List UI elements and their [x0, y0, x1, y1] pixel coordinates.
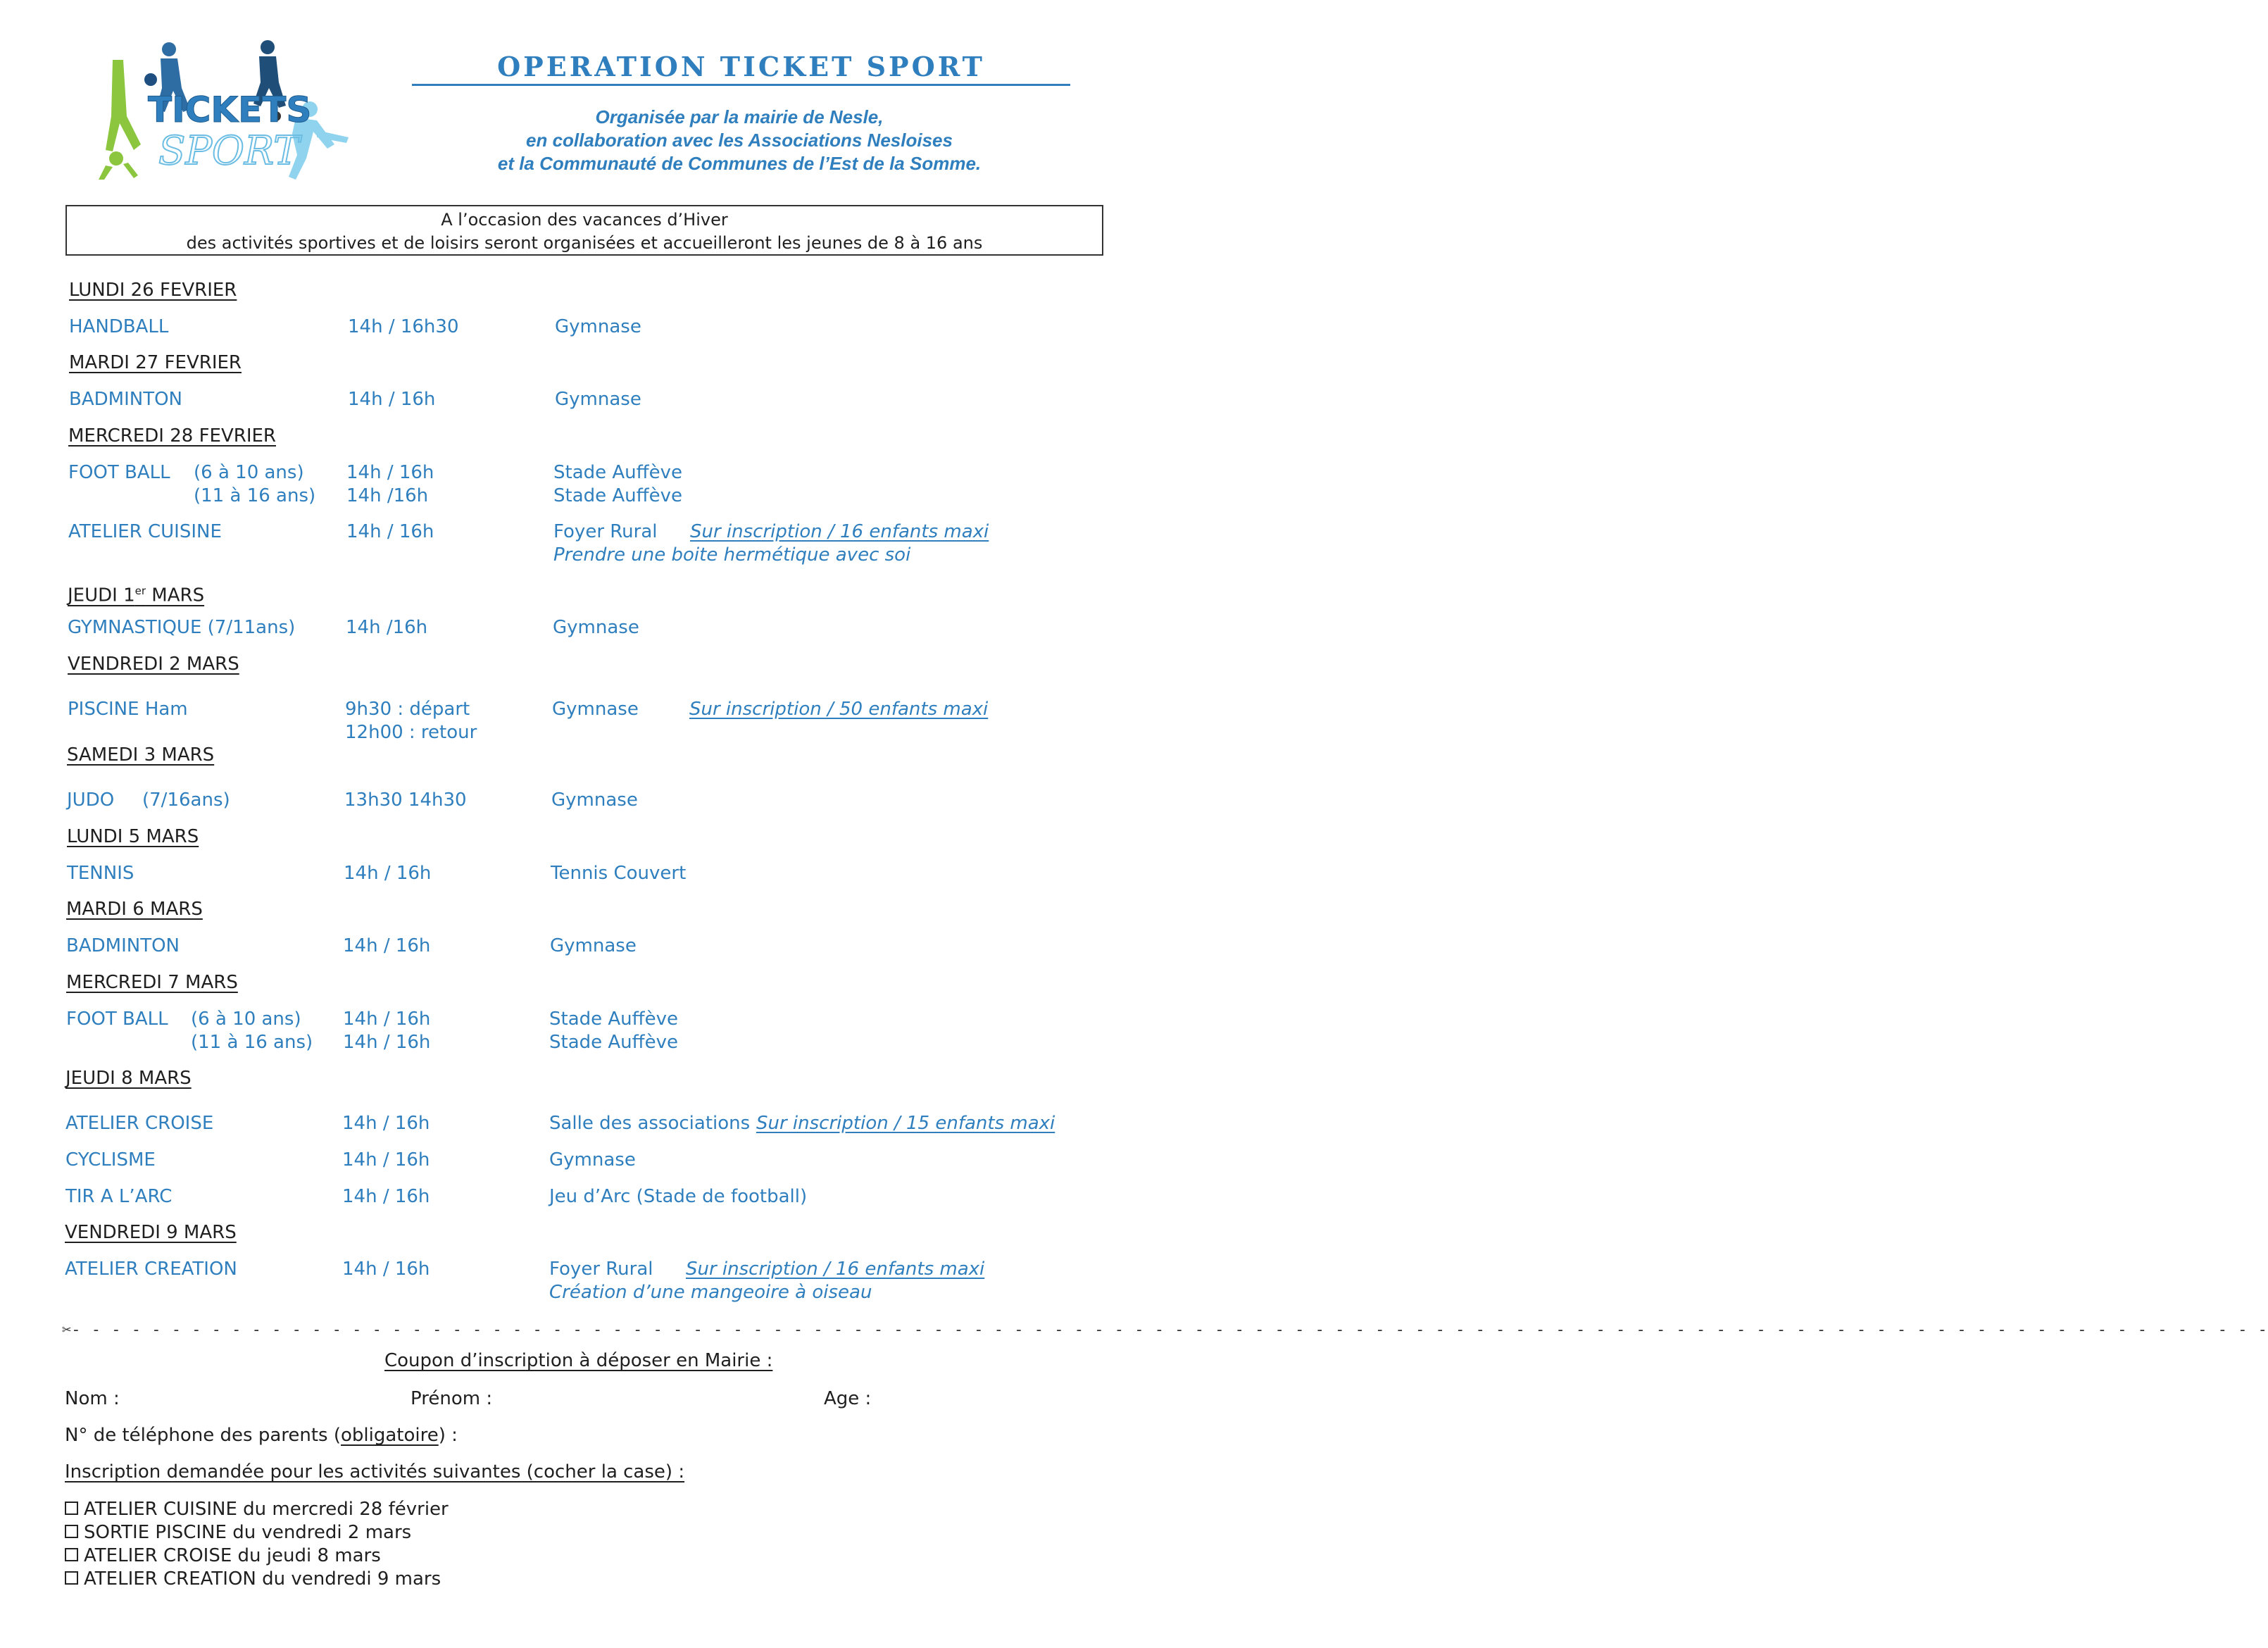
activity-note: Prendre une boite hermétique avec soi — [553, 544, 911, 566]
activity-place: Jeu d’Arc (Stade de football) — [549, 1186, 808, 1207]
activity-time: 13h30 14h30 — [344, 789, 467, 811]
activity-time: 14h / 16h — [343, 1032, 431, 1053]
activity-place: Tennis Couvert — [551, 863, 687, 884]
day-heading: SAMEDI 3 MARS — [67, 744, 215, 766]
age-label: Age : — [824, 1388, 872, 1409]
inscription-note: Sur inscription / 16 enfants maxi — [690, 521, 989, 542]
intro-box — [65, 205, 1103, 256]
day-heading-month: MARS — [146, 585, 205, 606]
scissors-icon: ✂ — [62, 1321, 72, 1339]
activity-name: GYMNASTIQUE (7/11ans) — [68, 617, 296, 638]
inscription-note: Sur inscription / 15 enfants maxi — [756, 1113, 1055, 1134]
day-heading-text: JEUDI 1 — [68, 585, 135, 606]
activity-place: Gymnase — [551, 789, 638, 811]
phone-label — [65, 1424, 458, 1447]
checkbox[interactable] — [65, 1502, 78, 1515]
ordinal-suffix: er — [134, 585, 146, 597]
activity-name: CYCLISME — [65, 1149, 156, 1171]
checkbox[interactable] — [65, 1548, 78, 1561]
activity-time: 12h00 : retour — [345, 722, 477, 743]
activity-name: ATELIER CUISINE — [68, 521, 222, 542]
option-row[interactable] — [65, 1568, 441, 1591]
checkbox[interactable] — [65, 1525, 78, 1538]
activity-name: JUDO — [67, 789, 115, 811]
activity-time: 14h / 16h — [342, 1113, 430, 1134]
activity-name: BADMINTON — [69, 389, 182, 410]
activity-age: (6 à 10 ans) — [191, 1009, 301, 1030]
subtitle-line-1: Organisée par la mairie de Nesle, — [595, 106, 884, 127]
activity-time: 14h / 16h — [342, 1186, 430, 1207]
logo-text-tickets: TICKETS — [148, 89, 312, 130]
activity-time: 14h / 16h — [346, 462, 434, 483]
logo-text-sport: SPORT — [158, 128, 300, 174]
phone-required: obligatoire — [341, 1425, 439, 1446]
day-heading — [68, 580, 204, 608]
day-heading: MERCREDI 7 MARS — [66, 972, 238, 993]
day-heading: LUNDI 5 MARS — [67, 826, 199, 847]
inscription-note: Sur inscription / 50 enfants maxi — [689, 699, 989, 720]
day-heading: JEUDI 8 MARS — [65, 1068, 192, 1089]
day-heading: MERCREDI 28 FEVRIER — [68, 425, 276, 447]
activity-place: Foyer Rural — [549, 1259, 653, 1280]
activity-place: Gymnase — [555, 316, 641, 337]
activity-place: Stade Auffève — [549, 1032, 678, 1053]
activity-name: HANDBALL — [69, 316, 169, 337]
activity-name: TENNIS — [67, 863, 134, 884]
activity-time: 14h /16h — [346, 617, 428, 638]
option-row[interactable] — [65, 1544, 381, 1568]
activity-name: FOOT BALL — [68, 462, 170, 483]
activity-name: PISCINE Ham — [68, 699, 188, 720]
checkbox[interactable] — [65, 1571, 78, 1585]
activity-time: 14h / 16h — [343, 1009, 431, 1030]
subtitle-line-3: et la Communauté de Communes de l’Est de la Somme. — [497, 153, 982, 174]
activity-age: (6 à 10 ans) — [194, 462, 304, 483]
logo-figures-icon — [92, 39, 352, 180]
subtitle-line-2: en collaboration avec les Associations Nesloises — [526, 130, 953, 151]
activity-age: (11 à 16 ans) — [194, 485, 316, 506]
activity-time: 14h / 16h — [344, 863, 432, 884]
activity-time: 14h / 16h — [343, 935, 431, 956]
activity-age: (7/16ans) — [142, 789, 230, 811]
option-label: ATELIER CROISE du jeudi 8 mars — [84, 1545, 381, 1566]
prenom-label: Prénom : — [411, 1388, 493, 1409]
activity-place: Gymnase — [549, 1149, 636, 1171]
activity-name: ATELIER CROISE — [65, 1113, 214, 1134]
activity-place: Gymnase — [555, 389, 641, 410]
tickets-sport-logo — [92, 39, 352, 180]
activity-name: FOOT BALL — [66, 1009, 168, 1030]
activity-time: 14h /16h — [346, 485, 429, 506]
activity-time: 9h30 : départ — [345, 699, 470, 720]
phone-label-suffix: ) : — [438, 1425, 458, 1446]
day-heading: VENDREDI 9 MARS — [65, 1222, 237, 1243]
activity-place: Foyer Rural — [553, 521, 658, 542]
phone-label-prefix: N° de téléphone des parents ( — [65, 1425, 342, 1446]
activity-place: Gymnase — [550, 935, 637, 956]
day-heading: MARDI 27 FEVRIER — [69, 352, 242, 373]
nom-label: Nom : — [65, 1388, 120, 1409]
activity-place: Gymnase — [553, 617, 639, 638]
activity-time: 14h / 16h30 — [348, 316, 459, 337]
day-heading: MARDI 6 MARS — [66, 899, 203, 920]
activity-place: Stade Auffève — [553, 462, 682, 483]
activity-time: 14h / 16h — [348, 389, 436, 410]
activity-place: Gymnase — [552, 699, 639, 720]
activity-name: TIR A L’ARC — [65, 1186, 173, 1207]
cut-line: ✂- - - - - - - - - - - - - - - - - - - - - - - - - - - - - - - - - - - - - - - - - - - - - - - - - - - - - - - - - - - - - - - - - - - - - - - - - - - - - - - - - - - - - - - - - - - - - - - - - - - - - - - - - - - - - - — [62, 1321, 2268, 1339]
activity-note: Création d’une mangeoire à oiseau — [549, 1282, 872, 1303]
page-title: OPERATION TICKET SPORT — [412, 51, 1070, 86]
activities-label: Inscription demandée pour les activités suivantes (cocher la case) : — [65, 1461, 685, 1482]
option-label: SORTIE PISCINE du vendredi 2 mars — [84, 1522, 412, 1543]
activity-place: Stade Auffève — [553, 485, 682, 506]
inscription-note: Sur inscription / 16 enfants maxi — [686, 1259, 985, 1280]
coupon-title: Coupon d’inscription à déposer en Mairie : — [384, 1350, 773, 1371]
option-label: ATELIER CREATION du vendredi 9 mars — [84, 1568, 441, 1590]
day-heading: LUNDI 26 FEVRIER — [69, 280, 237, 301]
activity-age: (11 à 16 ans) — [191, 1032, 313, 1053]
organizer-subtitle — [422, 106, 1056, 175]
activity-name: BADMINTON — [66, 935, 180, 956]
activity-time: 14h / 16h — [342, 1259, 430, 1280]
intro-line-1: A l’occasion des vacances d’Hiver — [441, 210, 728, 230]
activity-time: 14h / 16h — [346, 521, 434, 542]
activity-name: ATELIER CREATION — [65, 1259, 237, 1280]
activity-place: Salle des associations — [549, 1113, 751, 1134]
activity-time: 14h / 16h — [342, 1149, 430, 1171]
option-row[interactable] — [65, 1498, 449, 1521]
activity-place: Stade Auffève — [549, 1009, 678, 1030]
day-heading: VENDREDI 2 MARS — [68, 654, 239, 675]
option-row[interactable] — [65, 1521, 411, 1544]
intro-line-2: des activités sportives et de loisirs seront organisées et accueilleront les jeunes de 8 à 16 ans — [186, 233, 983, 253]
option-label: ATELIER CUISINE du mercredi 28 février — [84, 1499, 449, 1520]
